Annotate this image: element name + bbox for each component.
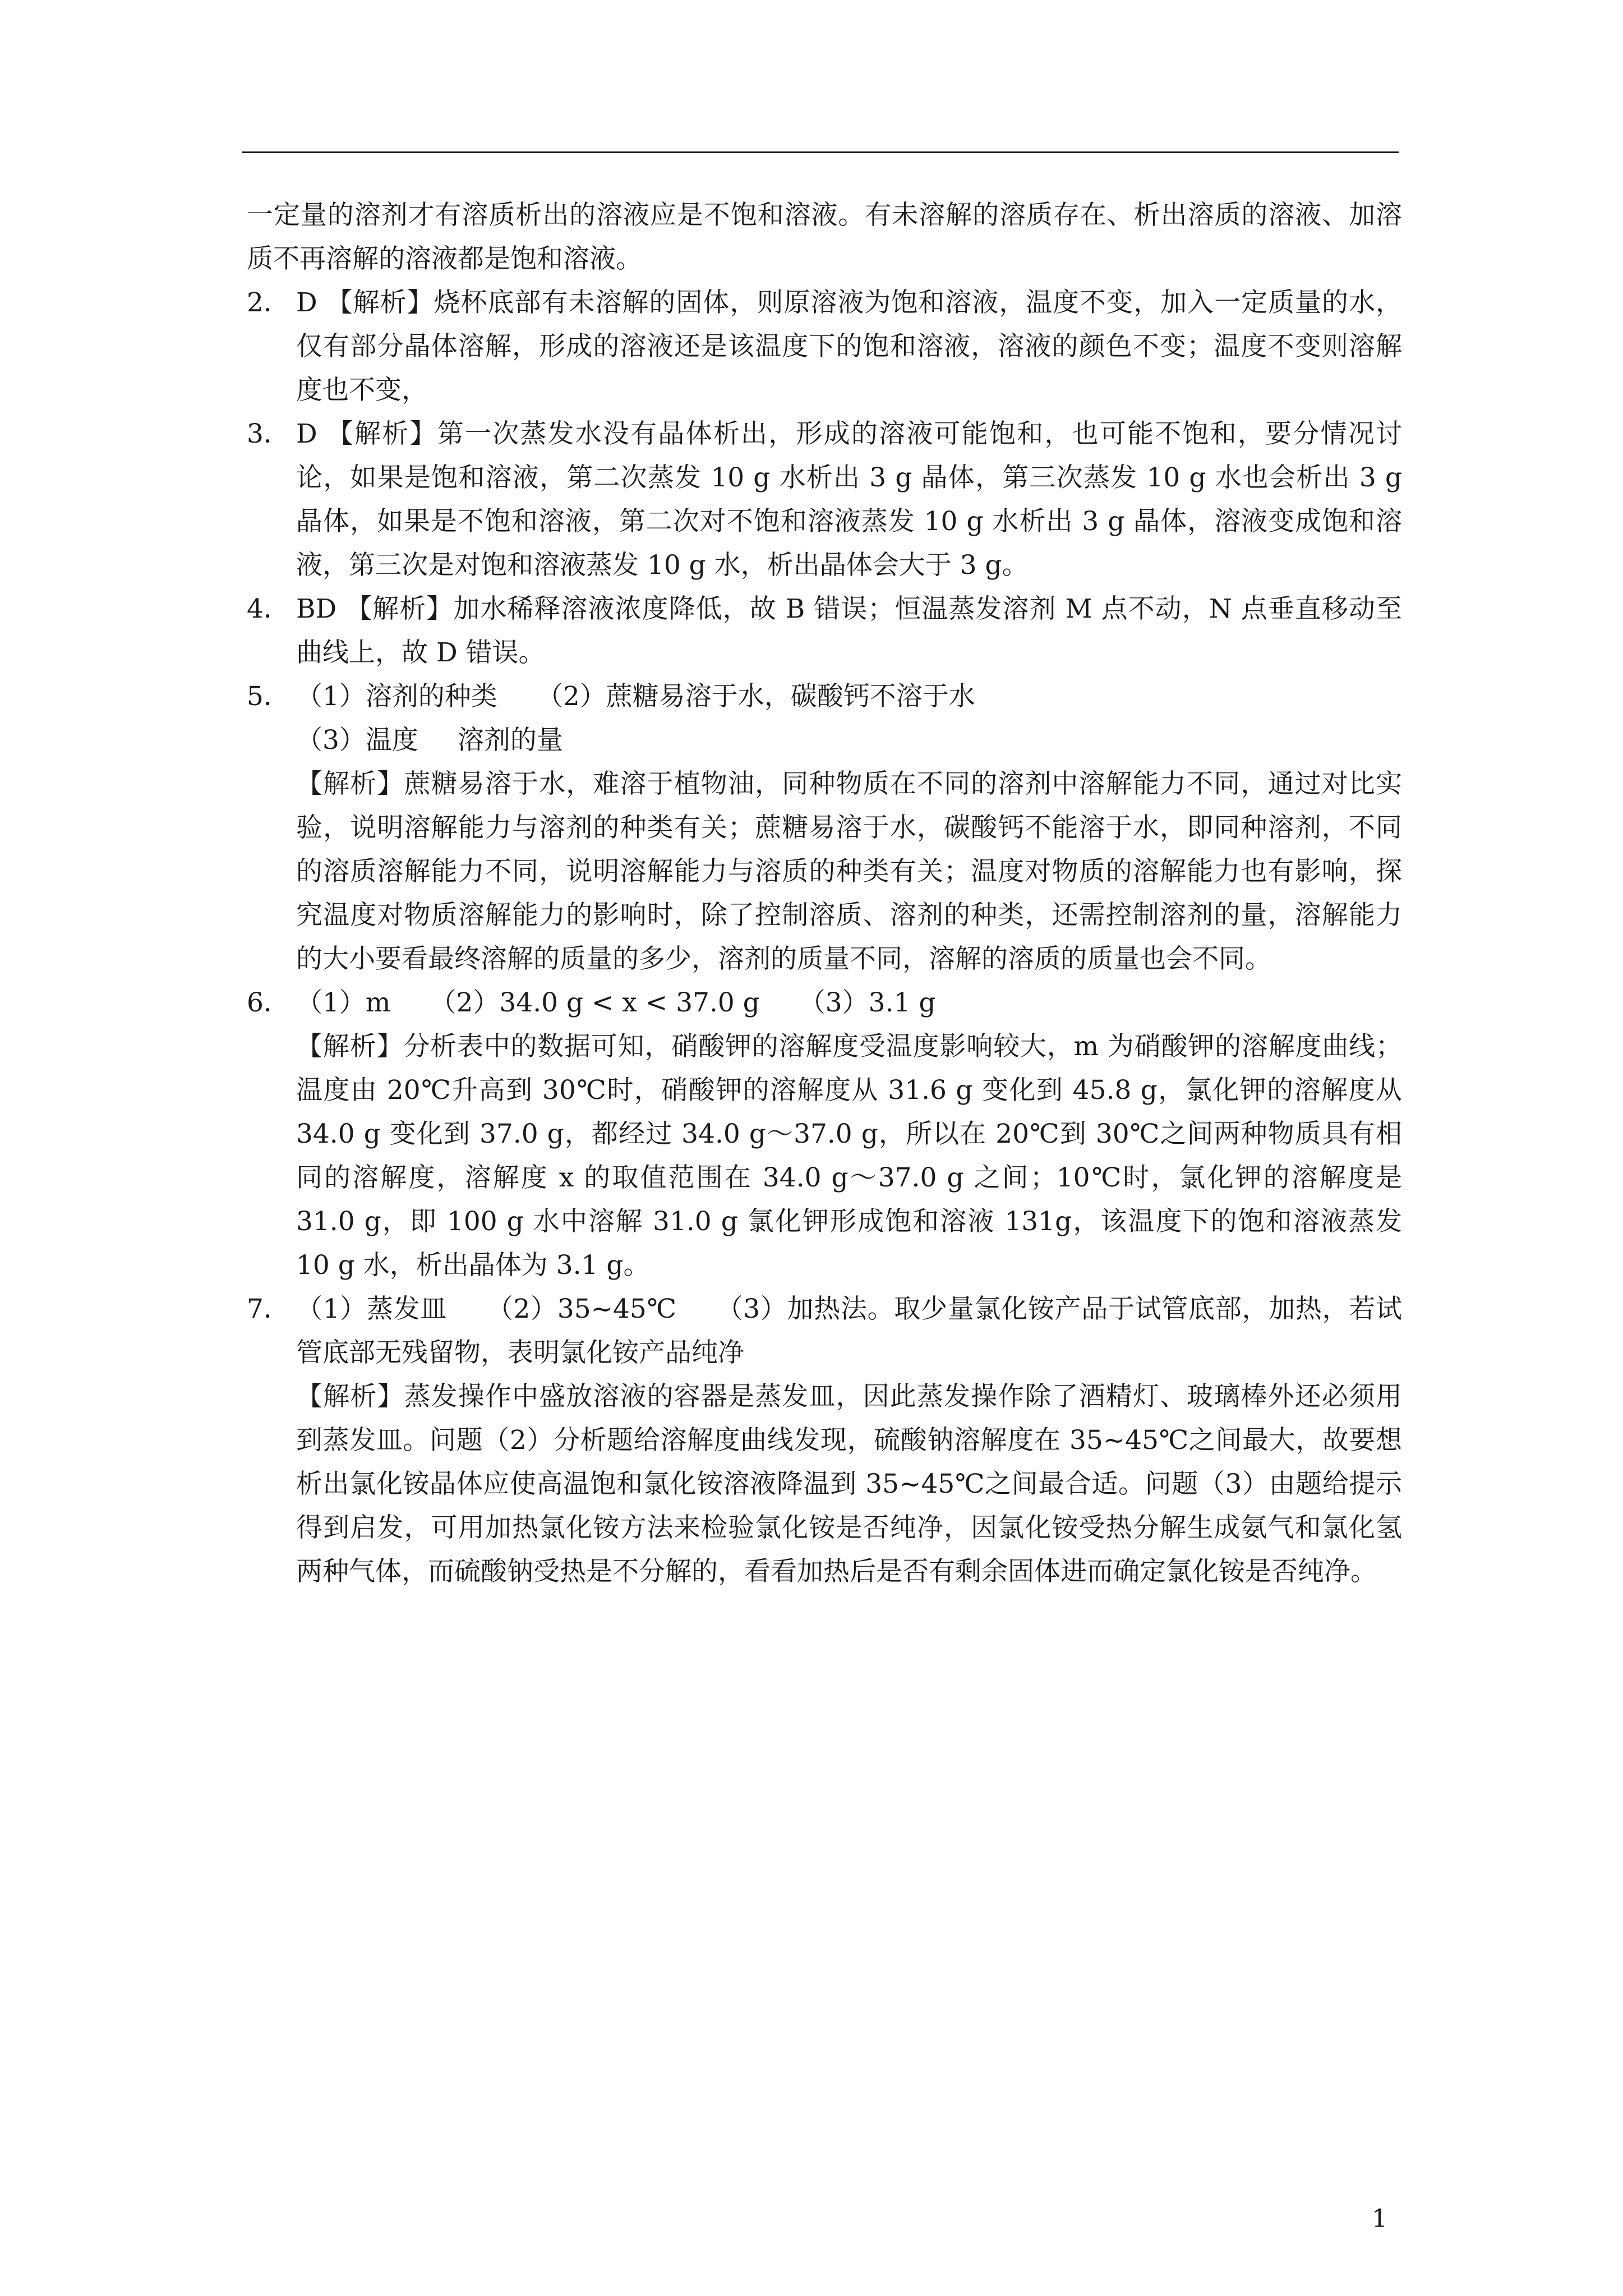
answer-line xyxy=(296,981,1402,1025)
answer-part: （2）34.0 g < x < 37.0 g xyxy=(430,987,760,1018)
item-text: D 【解析】第一次蒸发水没有晶体析出，形成的溶液可能饱和，也可能不饱和，要分情况讨论，如果是饱和溶液，第二次蒸发 10 g 水析出 3 g 晶体，第三次蒸发 10 g 水也会析出 3 g 晶体，如果是不饱和溶液，第二次对不饱和溶液蒸发 10 g 水析出 3 g 晶体，溶液变成饱和溶液，第三次是对饱和溶液蒸发 10 g 水，析出晶体会大于 3 g。 xyxy=(296,418,1402,581)
answer-item-3 xyxy=(247,412,1402,587)
answer-item-7 xyxy=(247,1287,1402,1594)
answer-item-2 xyxy=(247,281,1402,412)
item-text: D 【解析】烧杯底部有未溶解的固体，则原溶液为饱和溶液，温度不变，加入一定质量的水，仅有部分晶体溶解，形成的溶液还是该温度下的饱和溶液，溶液的颜色不变；温度不变则溶解度也不变， xyxy=(296,287,1402,406)
answer-part: （2）蔗糖易溶于水，碳酸钙不溶于水 xyxy=(536,681,975,712)
answer-part: （3）温度 xyxy=(296,725,418,756)
item-number: 4． xyxy=(247,593,290,624)
answer-part: （3）3.1 g xyxy=(799,987,936,1018)
answer-part: （3）加热法。取少量氯化铵产品于试管底部，加热，若试管底部无残留物，表明氯化铵产品纯净 xyxy=(296,1294,1402,1368)
answer-part: （2）35~45℃ xyxy=(486,1294,677,1324)
item-number: 6． xyxy=(247,987,290,1018)
page-number: 1 xyxy=(1372,2205,1387,2233)
answer-line xyxy=(296,719,1402,762)
document-body xyxy=(247,194,1402,1594)
analysis-text: 【解析】分析表中的数据可知，硝酸钾的溶解度受温度影响较大，m 为硝酸钾的溶解度曲线；温度由 20℃升高到 30℃时，硝酸钾的溶解度从 31.6 g 变化到 45.8 g，氯化钾的溶解度从 34.0 g 变化到 37.0 g，都经过 34.0 g～37.0 g，所以在 20℃到 30℃之间两种物质具有相同的溶解度，溶解度 x 的取值范围在 34.0 g～37.0 g 之间；10℃时，氯化钾的溶解度是 31.0 g，即 100 g 水中溶解 31.0 g 氯化钾形成饱和溶液 131g，该温度下的饱和溶液蒸发 10 g 水，析出晶体为 3.1 g。 xyxy=(296,1031,1402,1281)
item-number: 7． xyxy=(247,1294,290,1324)
answer-part: （1）蒸发皿 xyxy=(296,1294,448,1324)
answer-part: 溶剂的量 xyxy=(457,725,563,756)
answer-item-4 xyxy=(247,587,1402,675)
analysis-text: 【解析】蔗糖易溶于水，难溶于植物油，同种物质在不同的溶剂中溶解能力不同，通过对比实验，说明溶解能力与溶剂的种类有关；蔗糖易溶于水，碳酸钙不能溶于水，即同种溶剂，不同的溶质溶解能力不同，说明溶解能力与溶质的种类有关；温度对物质的溶解能力也有影响，探究温度对物质溶解能力的影响时，除了控制溶质、溶剂的种类，还需控制溶剂的量，溶解能力的大小要看最终溶解的质量的多少，溶剂的质量不同，溶解的溶质的质量也会不同。 xyxy=(296,769,1402,974)
item-number: 3． xyxy=(247,418,290,449)
header-rule xyxy=(242,151,1399,153)
item-number: 2． xyxy=(247,287,290,318)
answer-item-6 xyxy=(247,981,1402,1287)
answer-line xyxy=(296,1287,1402,1375)
item-number: 5． xyxy=(247,681,290,712)
answer-part: （1）m xyxy=(296,987,391,1018)
answer-item-5 xyxy=(247,675,1402,981)
answer-line xyxy=(296,675,1402,719)
analysis-text: 【解析】蒸发操作中盛放溶液的容器是蒸发皿，因此蒸发操作除了酒精灯、玻璃棒外还必须用到蒸发皿。问题（2）分析题给溶解度曲线发现，硫酸钠溶解度在 35~45℃之间最大，故要想析出氯化铵晶体应使高温饱和氯化铵溶液降温到 35~45℃之间最合适。问题（3）由题给提示得到启发，可用加热氯化铵方法来检验氯化铵是否纯净，因氯化铵受热分解生成氨气和氯化氢两种气体，而硫酸钠受热是不分解的，看看加热后是否有剩余固体进而确定氯化铵是否纯净。 xyxy=(296,1381,1402,1587)
answer-part: （1）溶剂的种类 xyxy=(296,681,497,712)
intro-paragraph: 一定量的溶剂才有溶质析出的溶液应是不饱和溶液。有未溶解的溶质存在、析出溶质的溶液、加溶质不再溶解的溶液都是饱和溶液。 xyxy=(247,200,1402,274)
item-text: BD 【解析】加水稀释溶液浓度降低，故 B 错误；恒温蒸发溶剂 M 点不动，N 点垂直移动至曲线上，故 D 错误。 xyxy=(296,593,1402,668)
